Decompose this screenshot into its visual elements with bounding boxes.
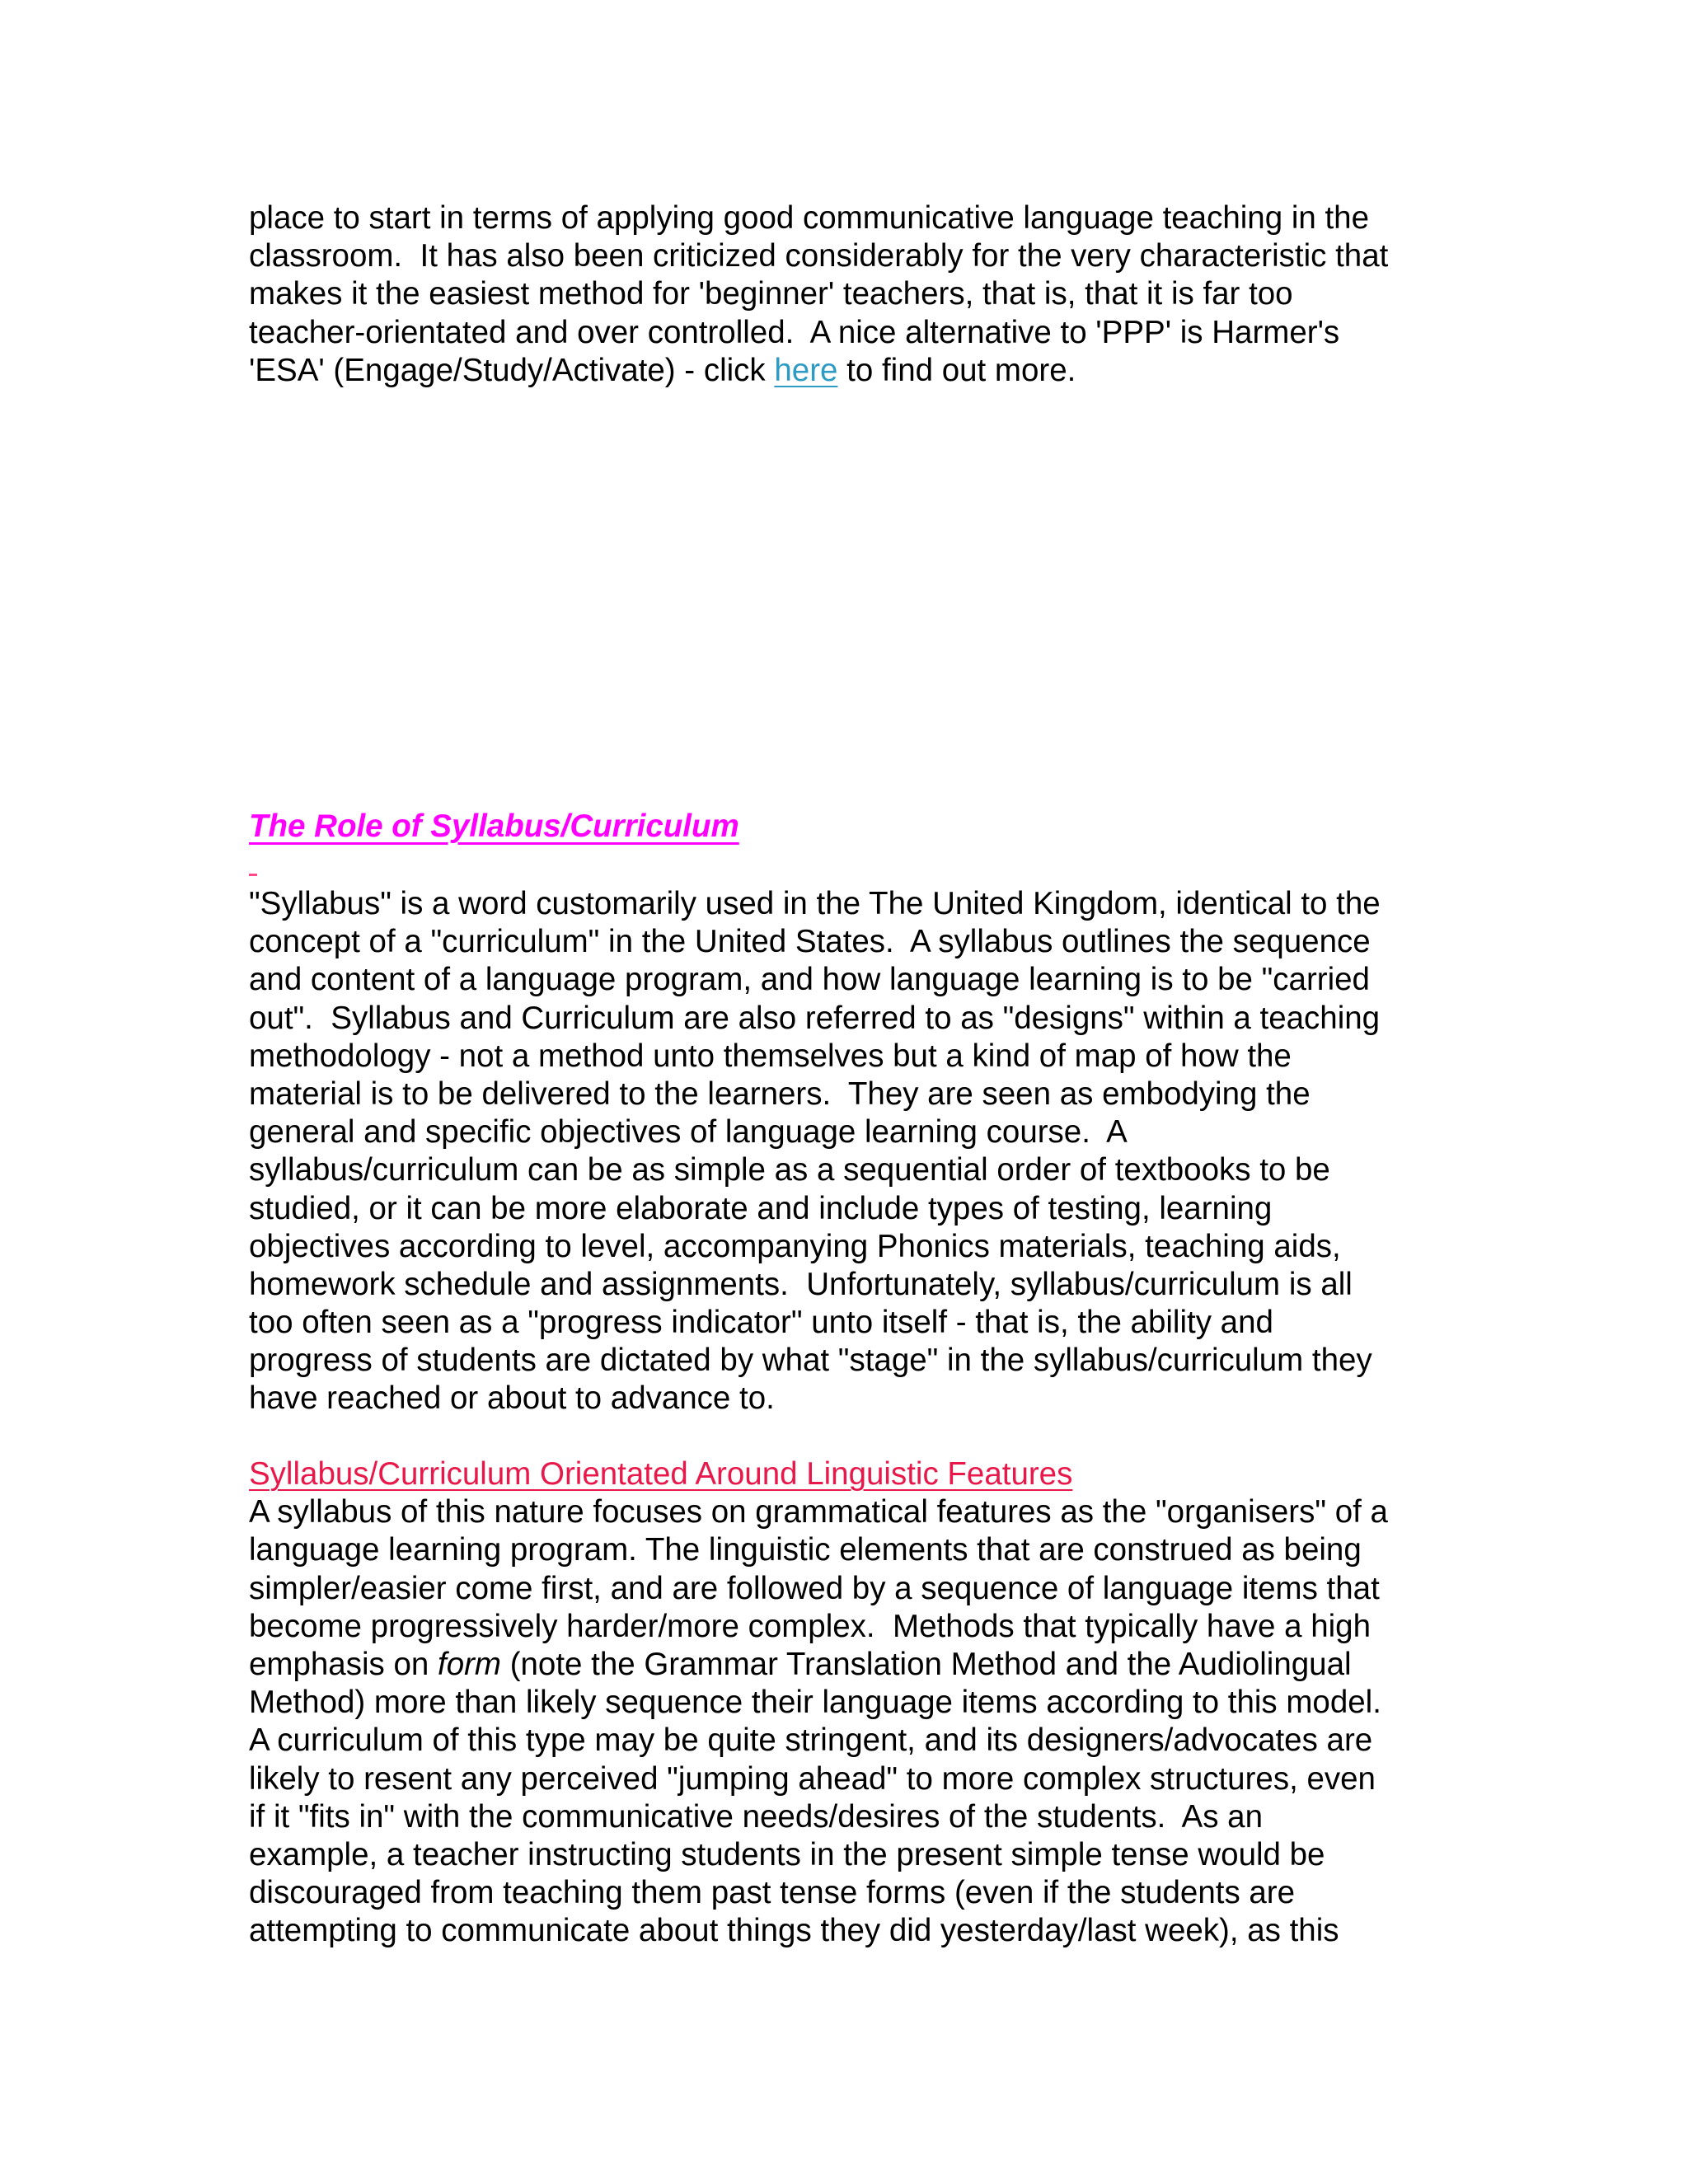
paragraph-line: too often seen as a "progress indicator" unto itself - that is, the ability and (249, 1305, 1273, 1341)
paragraph-line: objectives according to level, accompanying Phonics materials, teaching aids, (249, 1228, 1341, 1264)
paragraph-line: "Syllabus" is a word customarily used in the The United Kingdom, identical to the (249, 886, 1381, 921)
intro-line: makes it the easiest method for 'beginner' teachers, that is, that it is far too (249, 276, 1293, 312)
intro-line (249, 352, 1452, 390)
paragraph-line: and content of a language program, and how language learning is to be "carried (249, 962, 1370, 998)
subsection-line: attempting to communicate about things they did yesterday/last week), as this (249, 1913, 1339, 1949)
subsection-line (249, 1646, 1452, 1684)
esa-here-link[interactable]: here (774, 352, 838, 388)
intro-paragraph (249, 199, 1452, 390)
subsection-line: likely to resent any perceived "jumping ahead" to more complex structures, even (249, 1760, 1376, 1797)
paragraph-line: progress of students are dictated by what "stage" in the syllabus/curriculum they (249, 1343, 1372, 1379)
subsection-line: simpler/easier come first, and are followed by a sequence of language items that (249, 1570, 1380, 1606)
paragraph-line: material is to be delivered to the learners. They are seen as embodying the (249, 1076, 1311, 1112)
intro-text-after-link: to find out more. (837, 352, 1076, 388)
subsection-line: example, a teacher instructing students in the present simple tense would be (249, 1836, 1325, 1872)
emphasis-text-before: emphasis on (249, 1646, 438, 1682)
section-heading: The Role of Syllabus/Curriculum (249, 808, 739, 844)
paragraph-line: general and specific objectives of language learning course. A (249, 1114, 1128, 1151)
subheading-line (249, 1455, 1452, 1493)
paragraph-line: out". Syllabus and Curriculum are also referred to as "designs" within a teaching (249, 1000, 1381, 1036)
subsection-heading: Syllabus/Curriculum Orientated Around Linguistic Features (249, 1456, 1073, 1492)
subsection-line: Method) more than likely sequence their language items according to this model. (249, 1685, 1381, 1721)
emphasis-form-word: form (438, 1646, 501, 1682)
linguistic-features-section (249, 1455, 1452, 1950)
paragraph-line: methodology - not a method unto themselves but a kind of map of how the (249, 1038, 1292, 1074)
paragraph-line: concept of a "curriculum" in the United States. A syllabus outlines the sequence (249, 924, 1371, 960)
intro-text-before-link: 'ESA' (Engage/Study/Activate) - click (249, 352, 775, 388)
intro-line: place to start in terms of applying good communicative language teaching in the (249, 200, 1370, 236)
section-heading-block (249, 808, 1452, 846)
subsection-line: if it "fits in" with the communicative needs/desires of the students. As an (249, 1798, 1263, 1835)
paragraph-line: have reached or about to advance to. (249, 1380, 775, 1417)
emphasis-text-after: (note the Grammar Translation Method and the Audiolingual (501, 1646, 1352, 1682)
subsection-line: A syllabus of this nature focuses on grammatical features as the "organisers" of a (249, 1494, 1388, 1530)
intro-line: classroom. It has also been criticized considerably for the very characteristic that (249, 238, 1389, 274)
subsection-line: become progressively harder/more complex. Methods that typically have a high (249, 1608, 1371, 1644)
intro-line: teacher-orientated and over controlled. A nice alternative to 'PPP' is Harmer's (249, 314, 1340, 350)
subsection-line: A curriculum of this type may be quite stringent, and its designers/advocates are (249, 1722, 1373, 1759)
paragraph-line: studied, or it can be more elaborate and include types of testing, learning (249, 1190, 1273, 1226)
paragraph-line: syllabus/curriculum can be as simple as a sequential order of textbooks to be (249, 1152, 1330, 1188)
paragraph-line: homework schedule and assignments. Unfortunately, syllabus/curriculum is all (249, 1266, 1353, 1302)
subsection-line: language learning program. The linguistic elements that are construed as being (249, 1532, 1362, 1568)
empty-link-mark (249, 874, 257, 876)
subsection-line: discouraged from teaching them past tense forms (even if the students are (249, 1875, 1296, 1911)
syllabus-paragraph (249, 885, 1452, 1418)
